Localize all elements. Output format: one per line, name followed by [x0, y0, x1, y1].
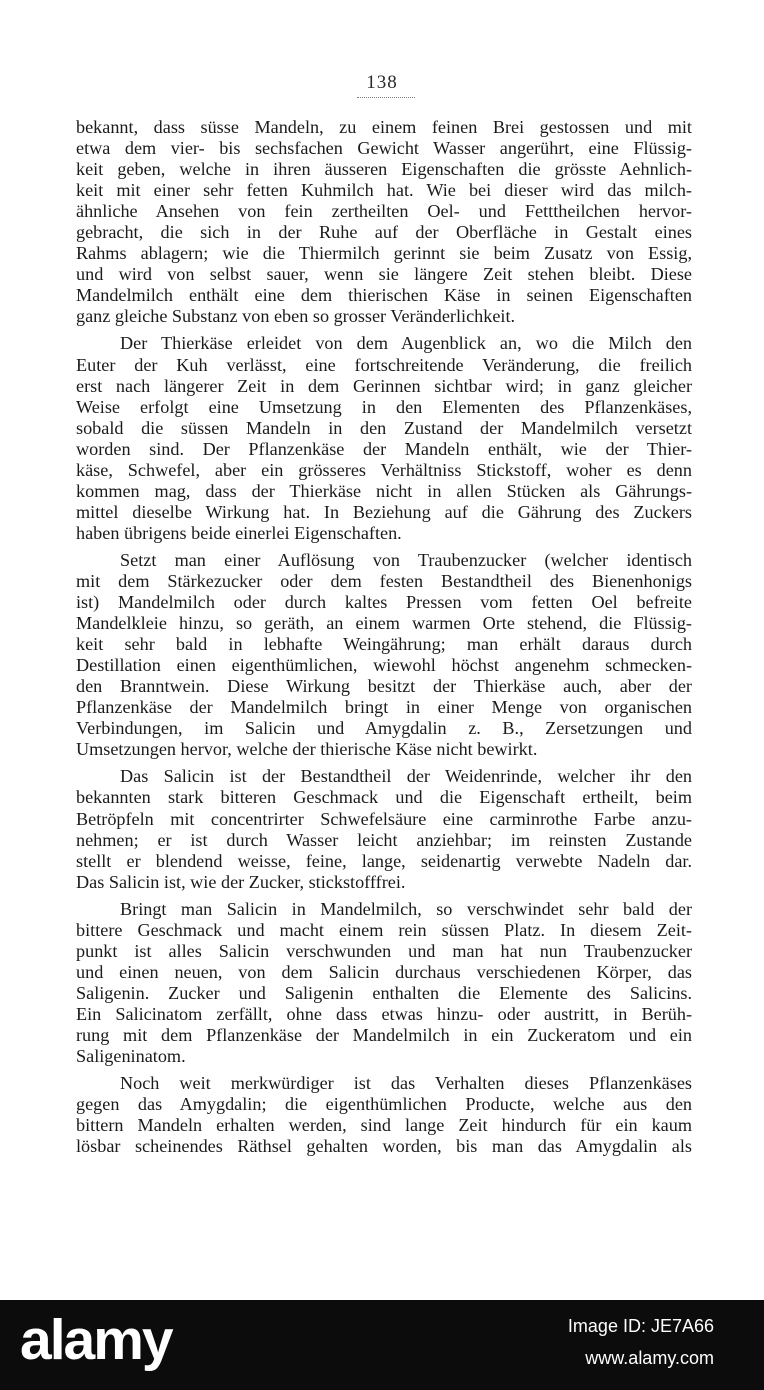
- alamy-logo: alamy: [20, 1308, 172, 1372]
- text-line: erst nach längerer Zeit in dem Gerinnen sichtbar wird; in ganz gleicher: [76, 375, 692, 396]
- text-line: und einen neuen, von dem Salicin durchaus verschiedenen Körper, das: [76, 961, 692, 982]
- page-number: 138: [366, 72, 398, 93]
- text-line: keit mit einer sehr fetten Kuhmilch hat. Wie bei dieser wird das milch-: [76, 180, 692, 201]
- text-line: worden sind. Der Pflanzenkäse der Mandeln enthält, wie der Thier-: [76, 438, 692, 459]
- text-line: Verbindungen, im Salicin und Amygdalin z. B., Zersetzungen und: [76, 718, 692, 739]
- text-line: Mandelkleie hinzu, so geräth, an einem warmen Orte stehend, die Flüssig-: [76, 613, 692, 634]
- text-line: ganz gleiche Substanz von eben so grosser Veränderlichkeit.: [76, 306, 516, 327]
- text-line: Rahms ablagern; wie die Thiermilch gerinnt sie beim Zusatz von Essig,: [76, 243, 692, 264]
- text-line: etwa dem vier- bis sechsfachen Gewicht Wasser angerührt, eine Flüssig-: [76, 138, 692, 159]
- text-line: Euter der Kuh verlässt, eine fortschreitende Veränderung, die freilich: [76, 354, 692, 375]
- text-line: Pflanzenkäse der Mandelmilch bringt in einer Menge von organischen: [76, 697, 692, 718]
- text-line: gebracht, die sich in der Ruhe auf der Oberfläche in Gestalt eines: [76, 222, 692, 243]
- text-line: ist) Mandelmilch oder durch kaltes Pressen vom fetten Oel befreite: [76, 592, 692, 613]
- watermark-banner: [0, 1300, 764, 1390]
- text-line: lösbar scheinendes Räthsel gehalten worden, bis man das Amygdalin als: [76, 1136, 692, 1157]
- text-line: punkt ist alles Salicin verschwunden und man hat nun Traubenzucker: [76, 940, 692, 961]
- text-line: mit dem Stärkezucker oder dem festen Bestandtheil des Bienenhonigs: [76, 570, 692, 591]
- text-line: bittern Mandeln erhalten werden, sind lange Zeit hindurch für ein kaum: [76, 1115, 692, 1136]
- text-line: Das Salicin ist, wie der Zucker, stickstofffrei.: [76, 871, 406, 892]
- text-line: Der Thierkäse erleidet von dem Augenblick an, wo die Milch den: [120, 333, 692, 354]
- text-line: bittere Geschmack und macht einem rein süssen Platz. In diesem Zeit-: [76, 919, 692, 940]
- text-line: Destillation einen eigenthümlichen, wiewohl höchst angenehm schmecken-: [76, 655, 692, 676]
- text-line: rung mit dem Pflanzenkäse der Mandelmilch in ein Zuckeratom und ein: [76, 1024, 692, 1045]
- text-line: keit geben, welche in ihren äusseren Eigenschaften die grösste Aehnlich-: [76, 159, 692, 180]
- text-line: bekannten stark bitteren Geschmack und die Eigenschaft ertheilt, beim: [76, 787, 692, 808]
- text-line: ähnliche Ansehen von fein zertheilten Oel- und Fetttheilchen hervor-: [76, 201, 692, 222]
- text-line: Umsetzungen hervor, welche der thierische Käse nicht bewirkt.: [76, 739, 538, 760]
- text-line: Das Salicin ist der Bestandtheil der Weidenrinde, welcher ihr den: [120, 766, 692, 787]
- page-number-rule: [357, 97, 415, 98]
- text-line: den Branntwein. Diese Wirkung besitzt der Thierkäse auch, aber der: [76, 676, 692, 697]
- text-line: bekannt, dass süsse Mandeln, zu einem feinen Brei gestossen und mit: [76, 117, 692, 137]
- text-line: und wird von selbst sauer, wenn sie längere Zeit stehen bleibt. Diese: [76, 264, 692, 285]
- text-line: käse, Schwefel, aber ein grösseres Verhältniss Stickstoff, woher es denn: [76, 459, 692, 480]
- text-line: mittel dieselbe Wirkung hat. In Beziehung auf die Gährung des Zuckers: [76, 501, 692, 522]
- text-line: kommen mag, dass der Thierkäse nicht in allen Stücken als Gährungs-: [76, 480, 692, 501]
- text-line: Saligeninatom.: [76, 1046, 186, 1067]
- text-line: Mandelmilch enthält eine dem thierischen Käse in seinen Eigenschaften: [76, 285, 692, 306]
- text-line: gegen das Amygdalin; die eigenthümlichen Producte, welche aus den: [76, 1094, 692, 1115]
- text-line: Setzt man einer Auflösung von Traubenzucker (welcher identisch: [120, 549, 692, 570]
- watermark-url: www.alamy.com: [585, 1348, 714, 1368]
- text-line: Betröpfeln mit concentrirter Schwefelsäure eine carminrothe Farbe anzu-: [76, 808, 692, 829]
- text-line: stellt er blendend weisse, feine, lange, seidenartig verwebte Nadeln dar.: [76, 850, 692, 871]
- image-id: Image ID: JE7A66: [567, 1316, 714, 1336]
- text-line: sobald die süssen Mandeln in den Zustand der Mandelmilch versetzt: [76, 417, 692, 438]
- text-line: haben übrigens beide einerlei Eigenschaften.: [76, 522, 402, 543]
- text-line: Ein Salicinatom zerfällt, ohne dass etwas hinzu- oder austritt, in Berüh-: [76, 1003, 692, 1024]
- text-line: Weise erfolgt eine Umsetzung in den Elementen des Pflanzenkäses,: [76, 396, 692, 417]
- text-line: Noch weit merkwürdiger ist das Verhalten dieses Pflanzenkäses: [120, 1073, 692, 1094]
- text-line: Saligenin. Zucker und Saligenin enthalten die Elemente des Salicins.: [76, 982, 692, 1003]
- text-line: keit sehr bald in lebhafte Weingährung; man erhält daraus durch: [76, 634, 692, 655]
- text-line: nehmen; er ist durch Wasser leicht anziehbar; im reinsten Zustande: [76, 829, 692, 850]
- body-text: [76, 117, 692, 1157]
- text-line: Bringt man Salicin in Mandelmilch, so verschwindet sehr bald der: [120, 898, 692, 919]
